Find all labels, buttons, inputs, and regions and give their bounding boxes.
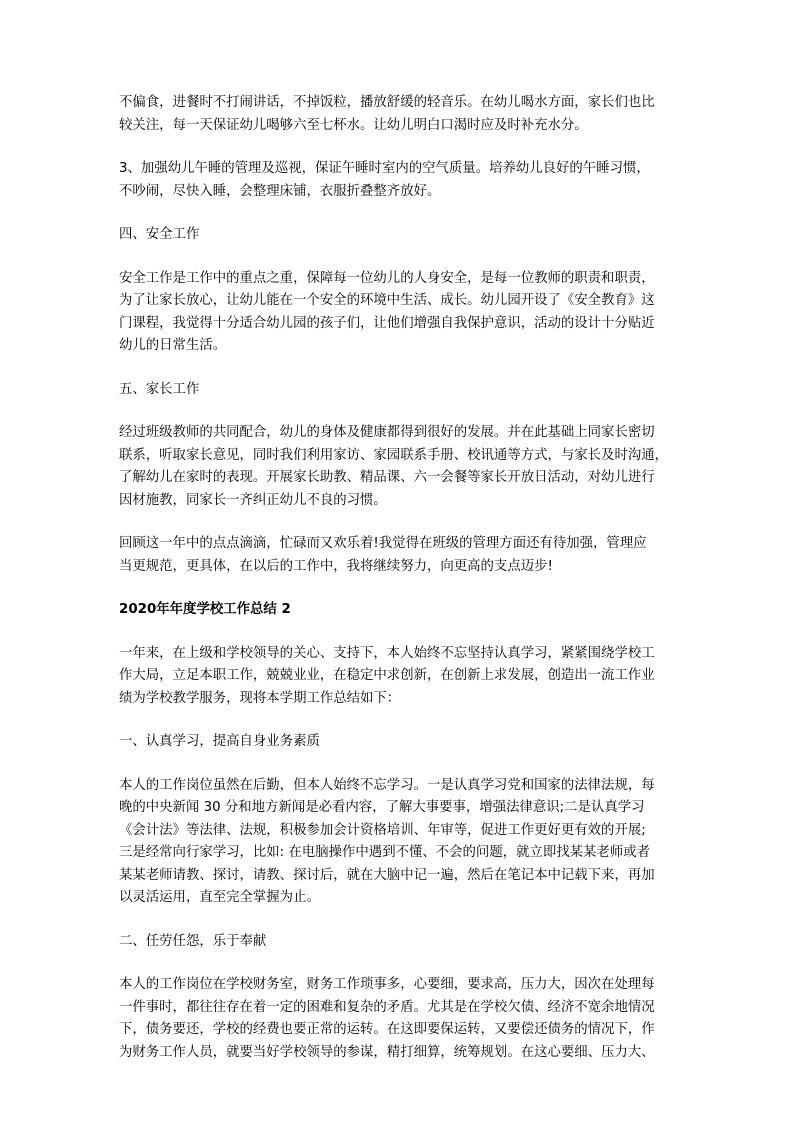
text-line: 联系，听取家长意见，同时我们利用家访、家园联系手册、校讯通等方式，与家长及时沟通， bbox=[119, 447, 669, 463]
paragraph-safety bbox=[119, 268, 675, 358]
text-line: 三是经常向行家学习，比如: 在电脑操作中遇到不懂、不会的问题，就立即找某某老师或者 bbox=[119, 845, 650, 860]
text-line: 为了让家长放心，让幼儿能在一个安全的环境中生活、成长。幼儿园开设了《安全教育》这 bbox=[119, 293, 655, 308]
text-line: 较关注，每一天保证幼儿喝够六至七杯水。让幼儿明白口渴时应及时补充水分。 bbox=[119, 117, 588, 133]
text-line: 作大局，立足本职工作，兢兢业业，在稳定中求创新，在创新上求发展，创造出一流工作业 bbox=[119, 668, 655, 683]
document-title: 2020年年度学校工作总结 2 bbox=[119, 602, 291, 617]
paragraph-dedication bbox=[119, 974, 675, 1064]
text-line: 不偏食，进餐时不打闹讲话，不掉饭粒，播放舒缓的轻音乐。在幼儿喝水方面，家长们也比 bbox=[119, 95, 655, 110]
text-line: 本人的工作岗位虽然在后勤，但本人始终不忘学习。一是认真学习党和国家的法律法规，每 bbox=[119, 777, 655, 793]
text-line: 3、加强幼儿午睡的管理及巡视，保证午睡时室内的空气质量。培养幼儿良好的午睡习惯， bbox=[119, 161, 650, 176]
text-line: 以灵活运用，直至完全掌握为止。 bbox=[119, 890, 320, 905]
text-line: 某某老师请教、探讨，请教、探讨后，就在大脑中记一遍，然后在笔记本中记载下来，再加 bbox=[119, 867, 655, 883]
text-line: 回顾这一年中的点点滴滴，忙碌而又欢乐着!我觉得在班级的管理方面还有待加强，管理应 bbox=[119, 536, 647, 551]
text-line: 《会计法》等法律、法规，积极参加会计资格培训、年审等，促进工作更好更有效的开展; bbox=[119, 822, 646, 838]
text-line: 经过班级教师的共同配合，幼儿的身体及健康都得到很好的发展。并在此基础上同家长密切 bbox=[119, 425, 655, 440]
text-line: 绩为学校教学服务，现将本学期工作总结如下： bbox=[119, 690, 401, 706]
document-page bbox=[119, 92, 675, 1085]
text-line: 一年来，在上级和学校领导的关心、支持下，本人始终不忘坚持认真学习，紧紧围绕学校工 bbox=[119, 645, 655, 661]
text-line: 因材施教，同家长一齐纠正幼儿不良的习惯。 bbox=[119, 492, 387, 508]
text-line: 安全工作是工作中的重点之重，保障每一位幼儿的人身安全，是每一位教师的职责和职责， bbox=[119, 270, 655, 286]
text-line: 不吵闹，尽快入睡，会整理床铺，衣服折叠整齐放好。 bbox=[119, 183, 441, 199]
paragraph-parents bbox=[119, 422, 675, 512]
section-heading-safety: 四、安全工作 bbox=[119, 227, 200, 242]
paragraph-review bbox=[119, 533, 675, 578]
paragraph-study bbox=[119, 775, 675, 910]
text-line: 下，债务要还，学校的经费也要正常的运转。在这即要保运转，又要偿还债务的情况下，作 bbox=[119, 1022, 655, 1037]
paragraph-diet bbox=[119, 92, 675, 137]
section-heading-study: 一、认真学习，提高自身业务素质 bbox=[119, 734, 320, 749]
text-line: 门课程，我觉得十分适合幼儿园的孩子们，让他们增强自我保护意识，活动的设计十分贴近 bbox=[119, 315, 655, 331]
text-line: 晚的中央新闻 30 分和地方新闻是必看内容，了解大事要事，增强法律意识;二是认真学习 bbox=[119, 800, 645, 815]
text-line: 幼儿的日常生活。 bbox=[119, 338, 227, 353]
paragraph-nap bbox=[119, 158, 675, 203]
section-heading-parents: 五、家长工作 bbox=[119, 381, 200, 397]
section-heading-dedication: 二、任劳任怨，乐于奉献 bbox=[119, 933, 267, 949]
text-line: 了解幼儿在家时的表现。开展家长助教、精品课、六一会餐等家长开放日活动，对幼儿进行 bbox=[119, 470, 655, 485]
text-line: 为财务工作人员，就要当好学校领导的参谋，精打细算，统筹规划。在这心要细、压力大、 bbox=[119, 1044, 655, 1060]
paragraph-intro bbox=[119, 643, 675, 711]
text-line: 本人的工作岗位在学校财务室，财务工作琐事多，心要细，要求高，压力大，因次在处理每 bbox=[119, 977, 655, 992]
text-line: 当更规范，更具体，在以后的工作中，我将继续努力，向更高的支点迈步! bbox=[119, 558, 553, 574]
text-line: 一件事时，都往往存在着一定的困难和复杂的矛盾。尤其是在学校欠债、经济不宽余地情况 bbox=[119, 999, 655, 1015]
